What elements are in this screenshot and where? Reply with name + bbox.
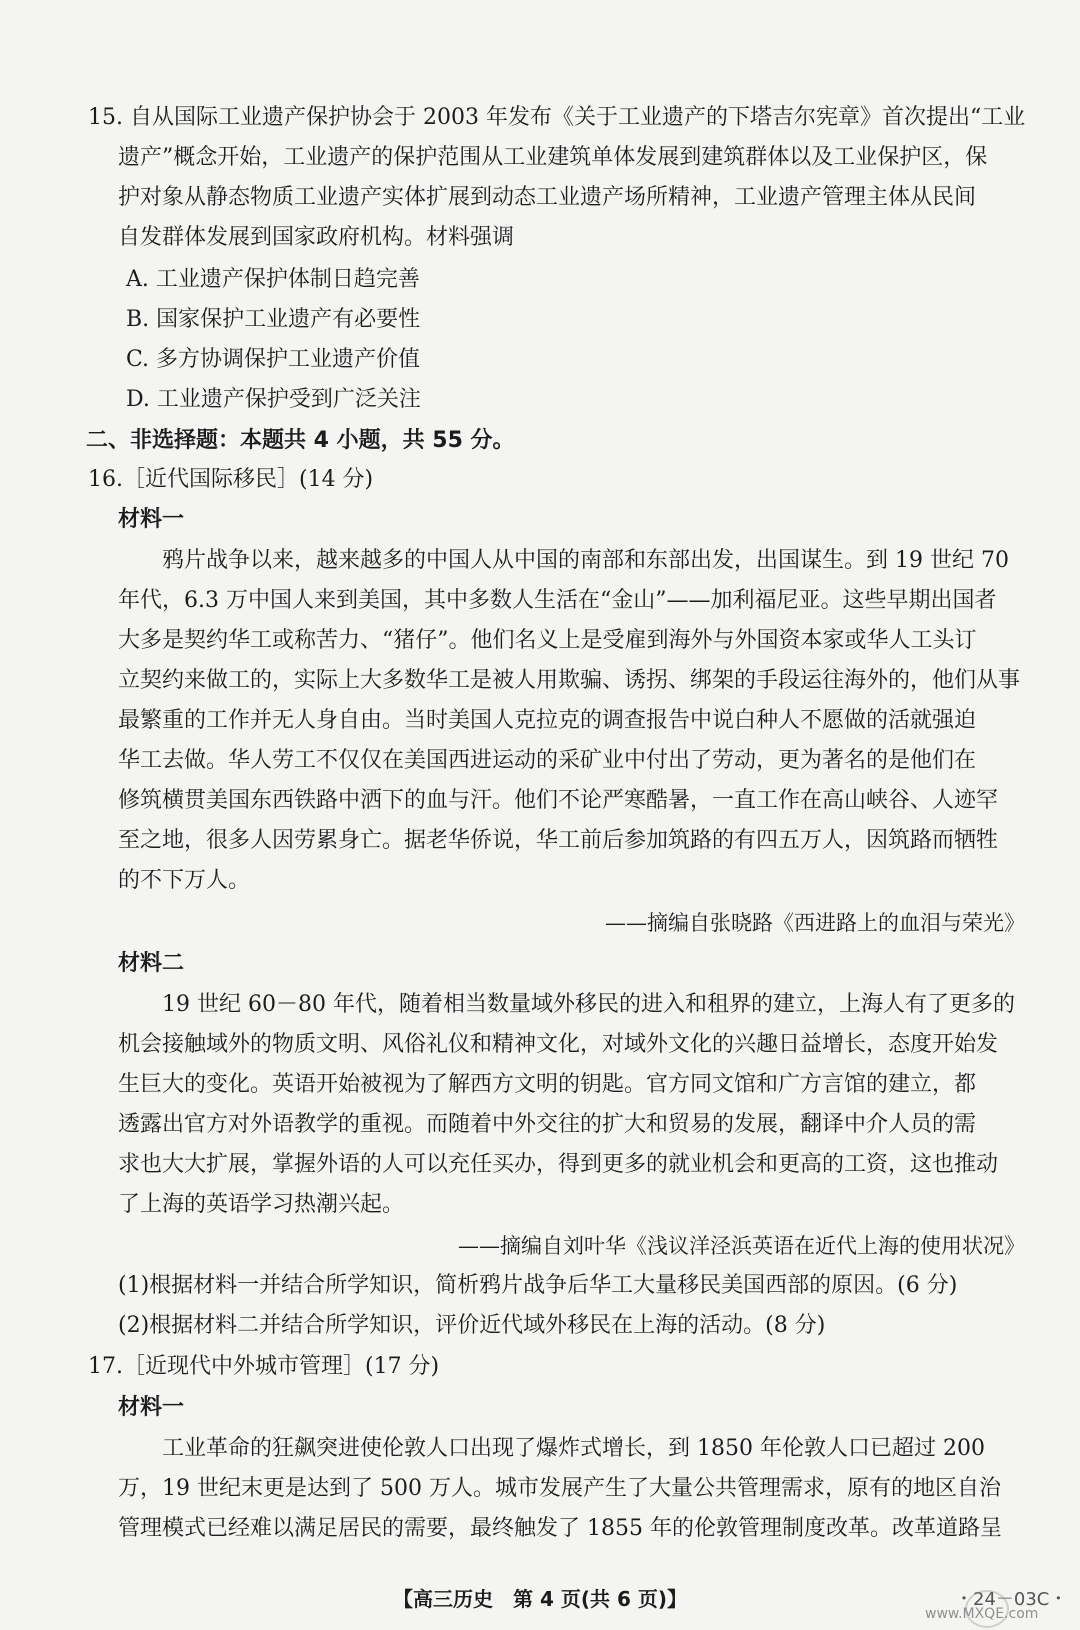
q17-m1-line-1: 工业革命的狂飙突进使伦敦人口出现了爆炸式增长，到 1850 年伦敦人口已超过 200 bbox=[162, 1436, 985, 1461]
q15-option-c: C. 多方协调保护工业遗产价值 bbox=[126, 347, 421, 372]
q16-m1-line-9: 的不下万人。 bbox=[118, 868, 251, 893]
q16-m2-line-5: 求也大大扩展，掌握外语的人可以充任买办，得到更多的就业机会和更高的工资，这也推动 bbox=[118, 1152, 999, 1177]
q15-option-b: B. 国家保护工业遗产有必要性 bbox=[126, 307, 421, 332]
q17-title: 17.［近现代中外城市管理］(17 分) bbox=[88, 1354, 440, 1379]
q15-line-3: 护对象从静态物质工业遗产实体扩展到动态工业遗产场所精神，工业遗产管理主体从民间 bbox=[118, 185, 977, 210]
q16-m1-line-7: 修筑横贯美国东西铁路中洒下的血与汗。他们不论严寒酷暑，一直工作在高山峡谷、人迹罕 bbox=[118, 788, 999, 813]
q16-material-1-label: 材料一 bbox=[118, 507, 185, 532]
q16-m1-source: ——摘编自张晓路《西进路上的血泪与荣光》 bbox=[605, 911, 1025, 935]
q16-m1-line-8: 至之地，很多人因劳累身亡。据老华侨说，华工前后参加筑路的有四五万人，因筑路而牺牲 bbox=[118, 828, 999, 853]
q16-m2-line-4: 透露出官方对外语教学的重视。而随着中外交往的扩大和贸易的发展，翻译中介人员的需 bbox=[118, 1112, 977, 1137]
q16-subquestion-2: (2)根据材料二并结合所学知识，评价近代域外移民在上海的活动。(8 分) bbox=[118, 1313, 826, 1338]
q16-m2-source: ——摘编自刘叶华《浅议洋泾浜英语在近代上海的使用状况》 bbox=[458, 1234, 1025, 1258]
q16-m1-line-5: 最繁重的工作并无人身自由。当时美国人克拉克的调查报告中说白种人不愿做的活就强迫 bbox=[118, 708, 977, 733]
q15-option-a: A. 工业遗产保护体制日趋完善 bbox=[126, 267, 420, 292]
q17-material-1-label: 材料一 bbox=[118, 1395, 185, 1420]
q15-line-4: 自发群体发展到国家政府机构。材料强调 bbox=[118, 225, 515, 250]
q15-line-1: 15. 自从国际工业遗产保护协会于 2003 年发布《关于工业遗产的下塔吉尔宪章》首次提出“工业 bbox=[88, 105, 1026, 130]
q16-title: 16.［近代国际移民］(14 分) bbox=[88, 467, 374, 492]
q16-m1-line-1: 鸦片战争以来，越来越多的中国人从中国的南部和东部出发，出国谋生。到 19 世纪 70 bbox=[162, 548, 1009, 573]
q16-m2-line-6: 了上海的英语学习热潮兴起。 bbox=[118, 1192, 405, 1217]
q15-option-d: D. 工业遗产保护受到广泛关注 bbox=[126, 387, 421, 412]
q16-material-2-label: 材料二 bbox=[118, 951, 185, 976]
section-2-title: 二、非选择题：本题共 4 小题，共 55 分。 bbox=[86, 428, 515, 453]
q16-m1-line-4: 立契约来做工的，实际上大多数华工是被人用欺骗、诱拐、绑架的手段运往海外的，他们从事 bbox=[118, 668, 1021, 693]
q16-m2-line-1: 19 世纪 60－80 年代，随着相当数量域外移民的进入和租界的建立，上海人有了更多的 bbox=[162, 992, 1015, 1017]
q16-m1-line-3: 大多是契约华工或称苦力、“猪仔”。他们名义上是受雇到海外与外国资本家或华人工头订 bbox=[118, 628, 977, 653]
q17-m1-line-3: 管理模式已经难以满足居民的需要，最终触发了 1855 年的伦敦管理制度改革。改革道路呈 bbox=[118, 1516, 1002, 1541]
watermark-site: www.MXQE.com bbox=[925, 1606, 1039, 1622]
exam-code: ・24－03C・ bbox=[955, 1589, 1068, 1610]
q15-line-2: 遗产”概念开始，工业遗产的保护范围从工业建筑单体发展到建筑群体以及工业保护区，保 bbox=[118, 145, 988, 170]
q16-m2-line-3: 生巨大的变化。英语开始被视为了解西方文明的钥匙。官方同文馆和广方言馆的建立，都 bbox=[118, 1072, 977, 1097]
page-footer: 【高三历史 第 4 页(共 6 页)】 bbox=[393, 1587, 687, 1611]
q16-m1-line-6: 华工去做。华人劳工不仅仅在美国西进运动的采矿业中付出了劳动，更为著名的是他们在 bbox=[118, 748, 977, 773]
q17-m1-line-2: 万，19 世纪末更是达到了 500 万人。城市发展产生了大量公共管理需求，原有的地区自治 bbox=[118, 1476, 1001, 1501]
q16-m2-line-2: 机会接触域外的物质文明、风俗礼仪和精神文化，对域外文化的兴趣日益增长，态度开始发 bbox=[118, 1032, 999, 1057]
q16-subquestion-1: (1)根据材料一并结合所学知识，简析鸦片战争后华工大量移民美国西部的原因。(6 分) bbox=[118, 1273, 958, 1298]
q16-m1-line-2: 年代，6.3 万中国人来到美国，其中多数人生活在“金山”——加利福尼亚。这些早期出国者 bbox=[118, 588, 997, 613]
